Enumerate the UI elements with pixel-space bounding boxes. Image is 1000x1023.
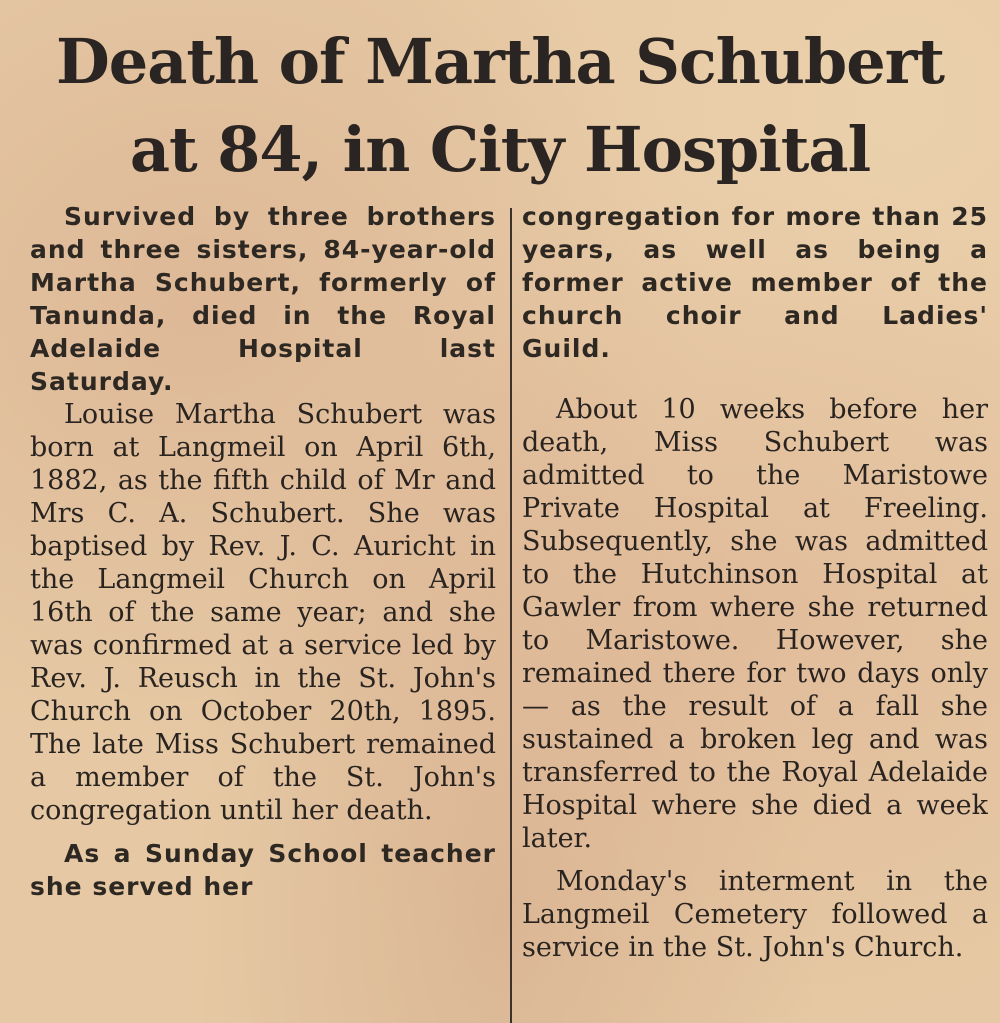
article-headline [0, 18, 1000, 194]
column-divider [510, 208, 512, 1023]
congregation-continuation: congregation for more than 25 years, as well as being a former active member of the church choir and Ladies' Guild. [522, 202, 988, 363]
lead-paragraph: Survived by three brothers and three sisters, 84-year-old Martha Schubert, formerly of Tanunda, died in the Royal Adelaide Hospital last Saturday. [30, 202, 496, 396]
sunday-school-paragraph: As a Sunday School teacher she served her [30, 839, 496, 901]
birth-paragraph: Louise Martha Schubert was born at Langmeil on April 6th, 1882, as the fifth child of Mr and Mrs C. A. Schubert. She was baptised by Rev. J. C. Auricht in the Langmeil Church on April 16th of the same year; and she was confirmed at a service led by Rev. J. Reusch in the St. John's Church on October 20th, 1895. The late Miss Schubert remained a member of the St. John's congregation until her death. [30, 399, 496, 826]
left-column [30, 200, 496, 1023]
headline-line-2: at 84, in City Hospital [129, 113, 871, 186]
interment-paragraph: Monday's interment in the Langmeil Cemetery followed a service in the St. John's Church. [522, 866, 988, 963]
right-column [522, 200, 988, 1023]
hospital-paragraph: About 10 weeks before her death, Miss Schubert was admitted to the Maristowe Private Hospital at Freeling. Subsequently, she was admitted to the Hutchinson Hospital at Gawler from where she returned to Maristowe. However, she remained there for two days only — as the result of a fall she sustained a broken leg and was transferred to the Royal Adelaide Hospital where she died a week later. [522, 394, 988, 854]
headline-line-1: Death of Martha Schubert [55, 25, 945, 98]
